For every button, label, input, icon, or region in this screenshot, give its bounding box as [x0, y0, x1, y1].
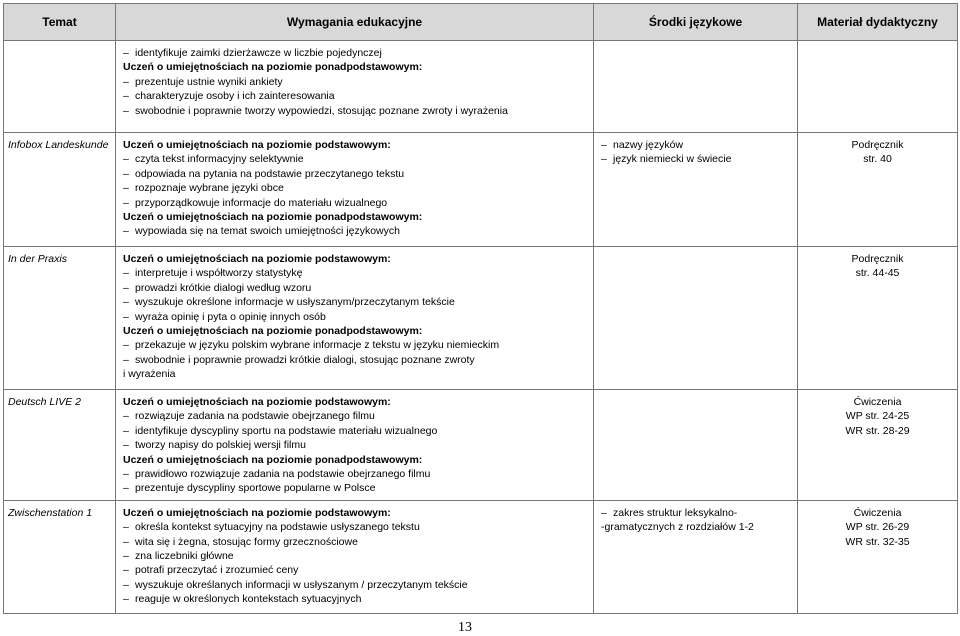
requirement-item: – rozpoznaje wybrane języki obce [123, 181, 593, 195]
material-line: Podręcznik [851, 139, 904, 151]
header-requirements: Wymagania edukacyjne [116, 4, 594, 41]
requirement-item: – odpowiada na pytania na podstawie przeczytanego tekstu [123, 167, 593, 181]
table-row [4, 133, 958, 247]
topic-cell: Zwischenstation 1 [4, 500, 116, 613]
requirements-cell [116, 133, 594, 247]
language-item: -gramatycznych z rozdziałów 1-2 [601, 521, 754, 534]
level-heading: Uczeń o umiejętnościach na poziomie ponadpodstawowym: [123, 61, 423, 74]
material-cell [798, 41, 958, 133]
requirement-item: – prowadzi krótkie dialogi według wzoru [123, 281, 593, 295]
table-row [4, 41, 958, 133]
material-line: WP str. 26-29 [845, 521, 910, 534]
topic-cell: Infobox Landeskunde [4, 133, 116, 247]
requirement-item: – prezentuje dyscypliny sportowe popularne w Polsce [123, 481, 593, 495]
material-cell [798, 247, 958, 390]
requirement-item: – wyraża opinię i pyta o opinię innych osób [123, 310, 593, 324]
curriculum-table [3, 3, 958, 614]
requirement-item: – interpretuje i współtworzy statystykę [123, 266, 593, 280]
requirement-item: – wyszukuje określanych informacji w usłyszanym / przeczytanym tekście [123, 578, 593, 592]
requirement-item: – określa kontekst sytuacyjny na podstawie usłyszanego tekstu [123, 520, 593, 534]
requirement-continuation: i wyrażenia [123, 368, 176, 381]
material-cell [798, 390, 958, 501]
requirement-item: – prawidłowo rozwiązuje zadania na podstawie obejrzanego filmu [123, 467, 593, 481]
topic-cell: Deutsch LIVE 2 [4, 390, 116, 501]
language-item: – język niemiecki w świecie [601, 152, 797, 166]
requirement-item: – charakteryzuje osoby i ich zainteresowania [123, 89, 593, 103]
material-line: WP str. 24-25 [845, 410, 910, 423]
language-means-cell [594, 247, 798, 390]
material-line: WR str. 32-35 [845, 535, 910, 548]
requirements-cell [116, 500, 594, 613]
table-row [4, 500, 958, 613]
table-row [4, 390, 958, 501]
requirement-item: – wita się i żegna, stosując formy grzecznościowe [123, 535, 593, 549]
requirement-item: – prezentuje ustnie wyniki ankiety [123, 75, 593, 89]
level-heading: Uczeń o umiejętnościach na poziomie ponadpodstawowym: [123, 211, 423, 224]
level-heading: Uczeń o umiejętnościach na poziomie podstawowym: [123, 253, 391, 265]
requirement-item: – wyszukuje określone informacje w usłyszanym/przeczytanym tekście [123, 295, 593, 309]
level-heading: Uczeń o umiejętnościach na poziomie ponadpodstawowym: [123, 453, 423, 466]
page-number: 13 [458, 620, 472, 635]
material-cell [798, 500, 958, 613]
requirements-cell [116, 247, 594, 390]
material-line: Podręcznik [851, 253, 904, 265]
table-row [4, 247, 958, 390]
requirement-item: – przekazuje w języku polskim wybrane informacje z tekstu w języku niemieckim [123, 338, 593, 352]
topic-cell [4, 41, 116, 133]
level-heading: Uczeń o umiejętnościach na poziomie podstawowym: [123, 506, 391, 519]
material-line: WR str. 28-29 [845, 424, 910, 437]
requirement-item: – reaguje w określonych kontekstach sytuacyjnych [123, 592, 593, 606]
language-means-cell [594, 500, 798, 613]
material-line: Ćwiczenia [853, 506, 902, 519]
requirements-cell [116, 41, 594, 133]
material-line: str. 44-45 [855, 267, 900, 280]
level-heading: Uczeń o umiejętnościach na poziomie podstawowym: [123, 396, 391, 408]
requirement-item: – czyta tekst informacyjny selektywnie [123, 152, 593, 166]
material-line: str. 40 [863, 153, 892, 166]
language-means-cell [594, 390, 798, 501]
topic-cell: In der Praxis [4, 247, 116, 390]
level-heading: Uczeń o umiejętnościach na poziomie ponadpodstawowym: [123, 325, 423, 338]
header-language-means: Środki językowe [594, 4, 798, 41]
language-item: – nazwy języków [601, 138, 797, 152]
requirement-item: – rozwiązuje zadania na podstawie obejrzanego filmu [123, 409, 593, 423]
header-row [4, 4, 958, 41]
requirements-cell [116, 390, 594, 501]
header-topic: Temat [4, 4, 116, 41]
level-heading: Uczeń o umiejętnościach na poziomie podstawowym: [123, 139, 391, 151]
header-teaching-material: Materiał dydaktyczny [798, 4, 958, 41]
language-means-cell [594, 41, 798, 133]
material-cell [798, 133, 958, 247]
material-line: Ćwiczenia [853, 396, 902, 408]
requirement-item: – wypowiada się na temat swoich umiejętności językowych [123, 224, 593, 238]
requirement-item: – zna liczebniki główne [123, 549, 593, 563]
language-means-cell [594, 133, 798, 247]
requirement-item: – przyporządkowuje informacje do materiału wizualnego [123, 196, 593, 210]
requirement-item: – tworzy napisy do polskiej wersji filmu [123, 438, 593, 452]
requirement-item: – potrafi przeczytać i zrozumieć ceny [123, 563, 593, 577]
requirement-item: – identyfikuje zaimki dzierżawcze w liczbie pojedynczej [123, 46, 593, 60]
requirement-item: – swobodnie i poprawnie tworzy wypowiedzi, stosując poznane zwroty i wyrażenia [123, 104, 593, 118]
requirement-item: – identyfikuje dyscypliny sportu na podstawie materiału wizualnego [123, 424, 593, 438]
language-item: – zakres struktur leksykalno- [601, 506, 797, 520]
requirement-item: – swobodnie i poprawnie prowadzi krótkie dialogi, stosując poznane zwroty [123, 353, 593, 367]
